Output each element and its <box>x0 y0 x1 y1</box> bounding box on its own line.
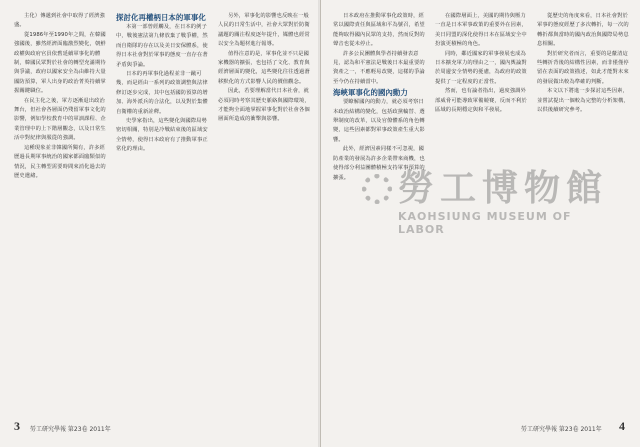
paragraph: 本第一部曾經觸及，在日本的例子中，戰後憲法第九條放棄了戰爭權，然而自衛隊的存在以及美日安保體系，使得日本社會對於軍事的態度一直存在著矛盾與爭論。 <box>116 24 208 68</box>
paragraph: 然而，也有論者指出，過度強調外部威脅可能導致軍備競賽，反而不利於區域的長期穩定與和平發展。 <box>435 88 527 114</box>
page-footer: 勞工研究學報 第23卷 2011年 <box>30 426 111 433</box>
paragraph: 在國際層面上，美國的期待與壓力一直是日本軍事政策的重要外在因素，美日同盟的深化使得日本在區域安全中扮演更積極的角色。 <box>435 13 527 48</box>
left-column-2 <box>116 12 208 414</box>
section-heading: 海峽軍事化的國內動力 <box>333 88 408 98</box>
paragraph: 日本政府在推動軍事化政策時，經常以國際責任與區域和平為號召，希望能夠取得國內民眾的支持，然而反對的聲音也從未停止。 <box>333 13 425 48</box>
page-footer: 勞工研究學報 第23卷 2011年 <box>521 426 602 433</box>
page-number: 4 <box>619 419 625 433</box>
paragraph: 在民主化之後，軍方逐漸退出政治舞台，但社會各層面仍殘留軍事文化的影響，例如學校教育中的軍訓課程、企業管理中的上下階層觀念，以及日常生活中對紀律與服從的強調。 <box>14 97 106 142</box>
paragraph: 因此，若要理解當代日本社會，就必須同時考察其歷史脈絡與國際環境，才能夠全面地掌握軍事化對於社會各個層面所造成的衝擊與影響。 <box>218 88 310 123</box>
page-number: 3 <box>14 419 20 433</box>
paragraph: 這種現象並非韓國所獨有，許多經歷過長期軍事統治的國家都面臨類似的情況，民主轉型需要時間來消化過去的歷史遺緒。 <box>14 144 106 179</box>
paragraph: 從1986年至1990年之間，在韓國強國後，雖然經濟面臨激烈變化，朝鮮政權與政府官員依舊延續軍事化的體制，韓國民眾對於社會的轉型充滿期待與爭議，政府以國家安全為由維持大量國防預算，軍人出身的政治菁英持續掌握關鍵職位。 <box>14 31 106 95</box>
paragraph: 值得注意的是，軍事化並不只是國家機器的擴張，也包括了文化、教育與經濟層面的變化，這些變化往往透過潛移默化的方式影響人民的價值觀念。 <box>218 50 310 85</box>
left-column-1 <box>14 12 106 414</box>
paragraph: 許多公民團體與學者持續發表意見，認為和平憲法是戰後日本最重要的資產之一，不應輕易改變，這樣的爭論至今仍在持續當中。 <box>333 50 425 85</box>
paragraph: 對於研究者而言，重要的是釐清這些轉折背後的結構性因素，而非僅僅停留在表面的政策描述，如此才能對未來的發展做出較為準確的判斷。 <box>537 50 629 85</box>
museum-watermark <box>360 160 610 240</box>
watermark-subtitle: KAOHSIUNG MUSEUM OF LABOR <box>398 210 572 236</box>
paragraph: 同時，鄰近國家的軍事發展也成為日本擴充軍力的理由之一，國內輿論對於周邊安全情勢的憂慮，為政府的政策提供了一定程度的正當性。 <box>435 50 527 85</box>
paragraph: 從歷史的角度來看，日本社會對於軍事的態度經歷了多次轉折，每一次的轉折都與當時的國內政治與國際局勢息息相關。 <box>537 13 629 48</box>
paragraph: 主化）傳遞到社會中取得了經濟強盛。 <box>14 13 105 29</box>
paragraph: 另外，軍事化的影響也反映在一般人民的日常生活中，社會大眾對於防衛議題的關注程度逐年提升，媒體也經常以安全為題材進行報導。 <box>218 13 310 48</box>
paragraph: 本文以下將進一步探討這些因素，並嘗試提出一個較為完整的分析架構，以供後續研究參考。 <box>537 88 629 114</box>
paragraph: 日本的再軍事化過程並非一蹴可幾，而是經由一系列的政策調整與法律修訂逐步完成，其中包括國防預算的增加、海外派兵的合法化，以及對於集體自衛權的重新詮釋。 <box>116 71 208 115</box>
gear-icon <box>362 174 392 204</box>
paragraph: 此外，經濟因素同樣不可忽視，國防產業的發展為許多企業帶來商機，也使得部分利益團體積極支持軍事預算的擴張。 <box>333 146 425 181</box>
paragraph: 要瞭解國內的動力，就必須考察日本政治結構的變化，包括政黨輪替、選舉制度的改革，以及官僚體系的角色轉變，這些因素都對軍事政策產生重大影響。 <box>333 99 425 143</box>
left-column-3 <box>218 12 310 414</box>
section-heading: 探討化再權柄日本的軍事化 <box>116 13 206 22</box>
watermark-title: 勞工博物館 <box>398 167 609 209</box>
paragraph: 史學家指出，這些變化與國際局勢密切相關，特別是冷戰結束後的區域安全情勢，使得日本政府有了推動軍事正常化的理由。 <box>116 118 208 153</box>
